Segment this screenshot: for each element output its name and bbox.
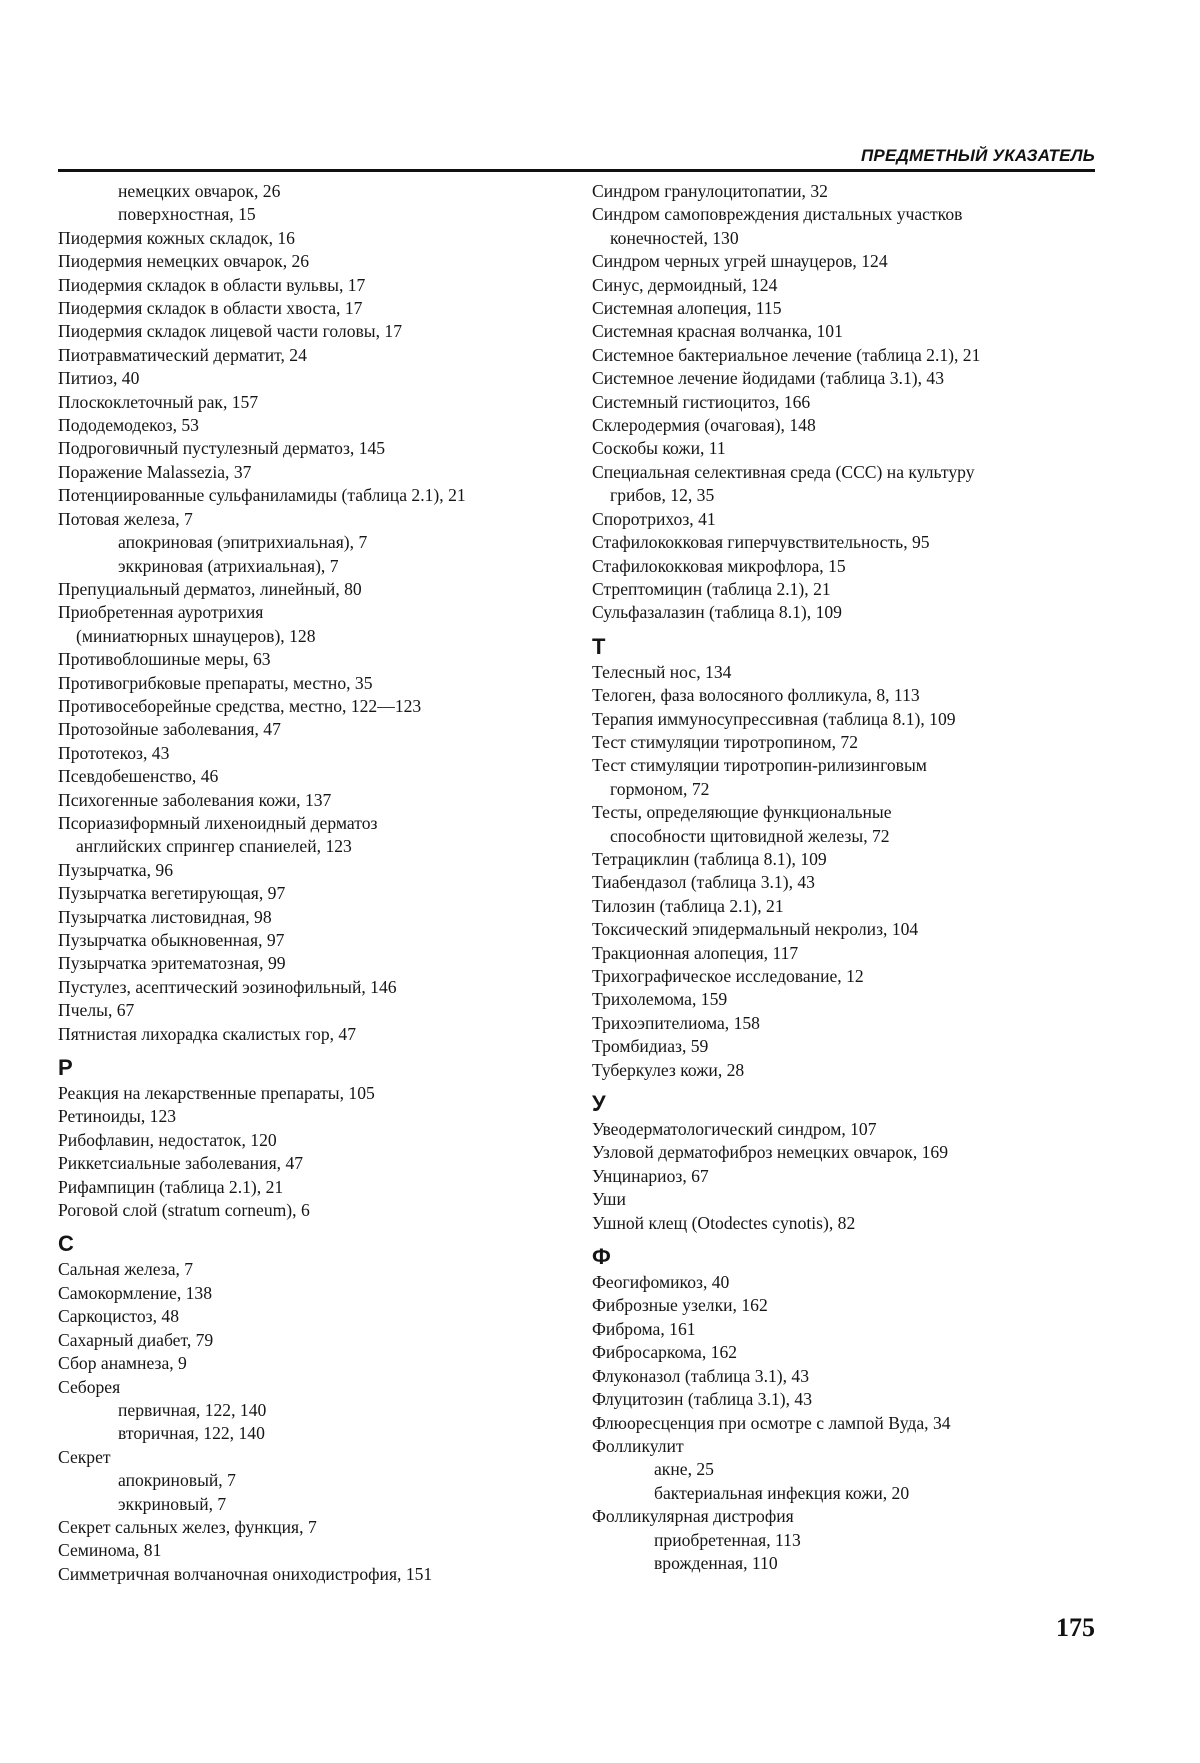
running-header: ПРЕДМЕТНЫЙ УКАЗАТЕЛЬ <box>860 146 1095 165</box>
index-entry: Фибросаркома, 162 <box>592 1342 738 1363</box>
index-entry: врожденная, 110 <box>654 1552 778 1573</box>
index-entry: Синдром черных угрей шнауцеров, 124 <box>592 251 888 272</box>
index-entry: способности щитовидной железы, 72 <box>610 825 890 846</box>
index-entry: Пододемодекоз, 53 <box>58 415 199 436</box>
index-entry: Туберкулез кожи, 28 <box>592 1059 745 1080</box>
index-entry: Трихолемома, 159 <box>592 989 728 1010</box>
index-entry: Сахарный диабет, 79 <box>58 1329 214 1350</box>
index-entry: Препуциальный дерматоз, линейный, 80 <box>58 578 362 599</box>
index-section-letter: Т <box>592 633 606 659</box>
index-entry: Синдром самоповреждения дистальных участков <box>592 204 963 225</box>
index-entry: эккриновая (атрихиальная), 7 <box>118 555 339 576</box>
index-entry: Пятнистая лихорадка скалистых гор, 47 <box>58 1023 357 1044</box>
index-entry: Фолликулярная дистрофия <box>592 1506 794 1527</box>
index-entry: Потенциированные сульфаниламиды (таблица 2.1), 21 <box>58 485 466 506</box>
index-entry: Подроговичный пустулезный дерматоз, 145 <box>58 438 386 459</box>
index-entry: Риккетсиальные заболевания, 47 <box>58 1153 304 1174</box>
index-entry: Фиброзные узелки, 162 <box>592 1295 768 1316</box>
index-entry: Телесный нос, 134 <box>592 661 732 682</box>
index-entry: Синдром гранулоцитопатии, 32 <box>592 181 828 201</box>
index-entry: Флуцитозин (таблица 3.1), 43 <box>592 1389 813 1410</box>
index-entry: Псориазиформный лихеноидный дерматоз <box>58 812 378 833</box>
index-entry: Ретиноиды, 123 <box>58 1106 177 1127</box>
index-entry: Противогрибковые препараты, местно, 35 <box>58 672 373 693</box>
index-entry: Соскобы кожи, 11 <box>592 438 726 459</box>
index-entry: Пиодермия кожных складок, 16 <box>58 227 295 248</box>
index-entry: Питиоз, 40 <box>58 368 140 389</box>
index-entry: Феогифомикоз, 40 <box>592 1272 730 1293</box>
index-entry: Себорея <box>58 1376 121 1397</box>
index-entry: Семинома, 81 <box>58 1540 162 1561</box>
index-entry: Унцинариоз, 67 <box>592 1165 709 1186</box>
index-entry: Тетрациклин (таблица 8.1), 109 <box>592 848 827 869</box>
index-entry: английских спрингер спаниелей, 123 <box>76 836 352 857</box>
index-entry: (миниатюрных шнауцеров), 128 <box>76 625 316 646</box>
index-entry: апокриновая (эпитрихиальная), 7 <box>118 532 368 553</box>
index-entry: апокриновый, 7 <box>118 1470 236 1491</box>
index-entry: Рифампицин (таблица 2.1), 21 <box>58 1176 284 1197</box>
index-entry: приобретенная, 113 <box>654 1529 801 1550</box>
index-section-letter: Ф <box>592 1244 611 1270</box>
index-entry: Флуконазол (таблица 3.1), 43 <box>592 1365 810 1386</box>
index-entry: Системная алопеция, 115 <box>592 298 782 319</box>
index-entry: Тилозин (таблица 2.1), 21 <box>592 895 784 916</box>
index-entry: эккриновый, 7 <box>118 1493 227 1514</box>
index-entry: Фиброма, 161 <box>592 1318 696 1339</box>
index-entry: грибов, 12, 35 <box>610 485 715 506</box>
index-entry: Сальная железа, 7 <box>58 1259 194 1280</box>
index-entry: Системное лечение йодидами (таблица 3.1), 43 <box>592 368 944 389</box>
index-entry: Рибофлавин, недостаток, 120 <box>58 1129 277 1150</box>
index-entry: Системный гистиоцитоз, 166 <box>592 391 811 412</box>
index-entry: Сульфазалазин (таблица 8.1), 109 <box>592 602 842 623</box>
index-entry: Флюоресценция при осмотре с лампой Вуда, 34 <box>592 1412 951 1433</box>
index-entry: Пиодермия складок в области вульвы, 17 <box>58 274 366 295</box>
index-entry: Фолликулит <box>592 1435 684 1456</box>
index-entry: Пузырчатка, 96 <box>58 859 174 880</box>
index-entry: Пиодермия складок в области хвоста, 17 <box>58 298 363 319</box>
index-entry: Симметричная волчаночная ониходистрофия, 151 <box>58 1563 433 1584</box>
header-rule <box>58 169 1095 172</box>
index-entry: Псевдобешенство, 46 <box>58 766 219 787</box>
index-entry: Пустулез, асептический эозинофильный, 146 <box>58 976 397 997</box>
index-entry: Стафилококковая гиперчувствительность, 95 <box>592 532 930 553</box>
index-entry: вторичная, 122, 140 <box>118 1423 265 1444</box>
left-index-column <box>58 180 563 1586</box>
index-entry: Стрептомицин (таблица 2.1), 21 <box>592 578 831 599</box>
index-entry: Ушной клещ (Otodectes cynotis), 82 <box>592 1212 856 1233</box>
index-entry: поверхностная, 15 <box>118 204 256 225</box>
index-entry: Потовая железа, 7 <box>58 508 193 529</box>
index-entry: Тесты, определяющие функциональные <box>592 802 892 823</box>
index-entry: Системная красная волчанка, 101 <box>592 321 843 342</box>
index-section-letter: С <box>58 1231 74 1257</box>
index-entry: Тиабендазол (таблица 3.1), 43 <box>592 872 815 893</box>
index-entry: Пиотравматический дерматит, 24 <box>58 344 307 365</box>
index-entry: первичная, 122, 140 <box>118 1399 267 1420</box>
index-entry: Телоген, фаза волосяного фолликула, 8, 113 <box>592 685 920 706</box>
index-entry: Пузырчатка вегетирующая, 97 <box>58 883 286 904</box>
index-entry: Тест стимуляции тиротропином, 72 <box>592 731 859 752</box>
index-entry: Тромбидиаз, 59 <box>592 1036 709 1057</box>
index-entry: Споротрихоз, 41 <box>592 508 716 529</box>
index-entry: Уши <box>592 1189 626 1210</box>
index-entry: Самокормление, 138 <box>58 1282 213 1303</box>
index-entry: Роговой слой (stratum corneum), 6 <box>58 1200 310 1221</box>
index-entry: немецких овчарок, 26 <box>118 181 281 201</box>
index-entry: Сбор анамнеза, 9 <box>58 1353 187 1374</box>
index-entry: Пчелы, 67 <box>58 1000 135 1021</box>
index-entry: гормоном, 72 <box>610 778 710 799</box>
index-entry: Синус, дермоидный, 124 <box>592 274 778 295</box>
index-entry: Специальная селективная среда (ССС) на культуру <box>592 461 975 482</box>
index-entry: Пузырчатка листовидная, 98 <box>58 906 272 927</box>
index-entry: Тест стимуляции тиротропин-рилизинговым <box>592 755 927 776</box>
index-entry: Пиодермия немецких овчарок, 26 <box>58 251 310 272</box>
page-number: 175 <box>1056 1613 1095 1642</box>
index-entry: Прототекоз, 43 <box>58 742 170 763</box>
index-entry: Плоскоклеточный рак, 157 <box>58 391 259 412</box>
index-entry: Увеодерматологический синдром, 107 <box>592 1119 877 1140</box>
index-entry: Тракционная алопеция, 117 <box>592 942 799 963</box>
index-entry: Пузырчатка обыкновенная, 97 <box>58 930 285 950</box>
index-entry: Секрет сальных желез, функция, 7 <box>58 1516 317 1537</box>
index-entry: конечностей, 130 <box>610 227 739 248</box>
index-entry: акне, 25 <box>654 1459 714 1480</box>
index-section-letter: Р <box>58 1055 73 1081</box>
index-entry: Протозойные заболевания, 47 <box>58 719 281 740</box>
right-index-column <box>592 180 1097 1575</box>
index-entry: бактериальная инфекция кожи, 20 <box>654 1482 910 1503</box>
index-entry: Саркоцистоз, 48 <box>58 1306 180 1327</box>
index-entry: Пузырчатка эритематозная, 99 <box>58 953 286 974</box>
index-entry: Стафилококковая микрофлора, 15 <box>592 555 846 576</box>
index-entry: Трихоэпителиома, 158 <box>592 1012 760 1033</box>
index-entry: Терапия иммуносупрессивная (таблица 8.1), 109 <box>592 708 956 729</box>
index-entry: Поражение Malassezia, 37 <box>58 461 252 482</box>
index-entry: Системное бактериальное лечение (таблица 2.1), 21 <box>592 344 981 365</box>
index-section-letter: У <box>592 1091 606 1117</box>
index-entry: Секрет <box>58 1446 111 1467</box>
index-entry: Противосеборейные средства, местно, 122—123 <box>58 695 422 716</box>
index-entry: Токсический эпидермальный некролиз, 104 <box>592 919 919 940</box>
index-entry: Психогенные заболевания кожи, 137 <box>58 789 332 810</box>
index-entry: Трихографическое исследование, 12 <box>592 966 864 986</box>
index-entry: Приобретенная ауротрихия <box>58 602 264 623</box>
index-entry: Узловой дерматофиброз немецких овчарок, 169 <box>592 1142 949 1163</box>
index-entry: Противоблошиные меры, 63 <box>58 649 271 670</box>
index-entry: Склеродермия (очаговая), 148 <box>592 415 816 436</box>
index-entry: Пиодермия складок лицевой части головы, 17 <box>58 321 403 342</box>
index-entry: Реакция на лекарственные препараты, 105 <box>58 1083 375 1104</box>
